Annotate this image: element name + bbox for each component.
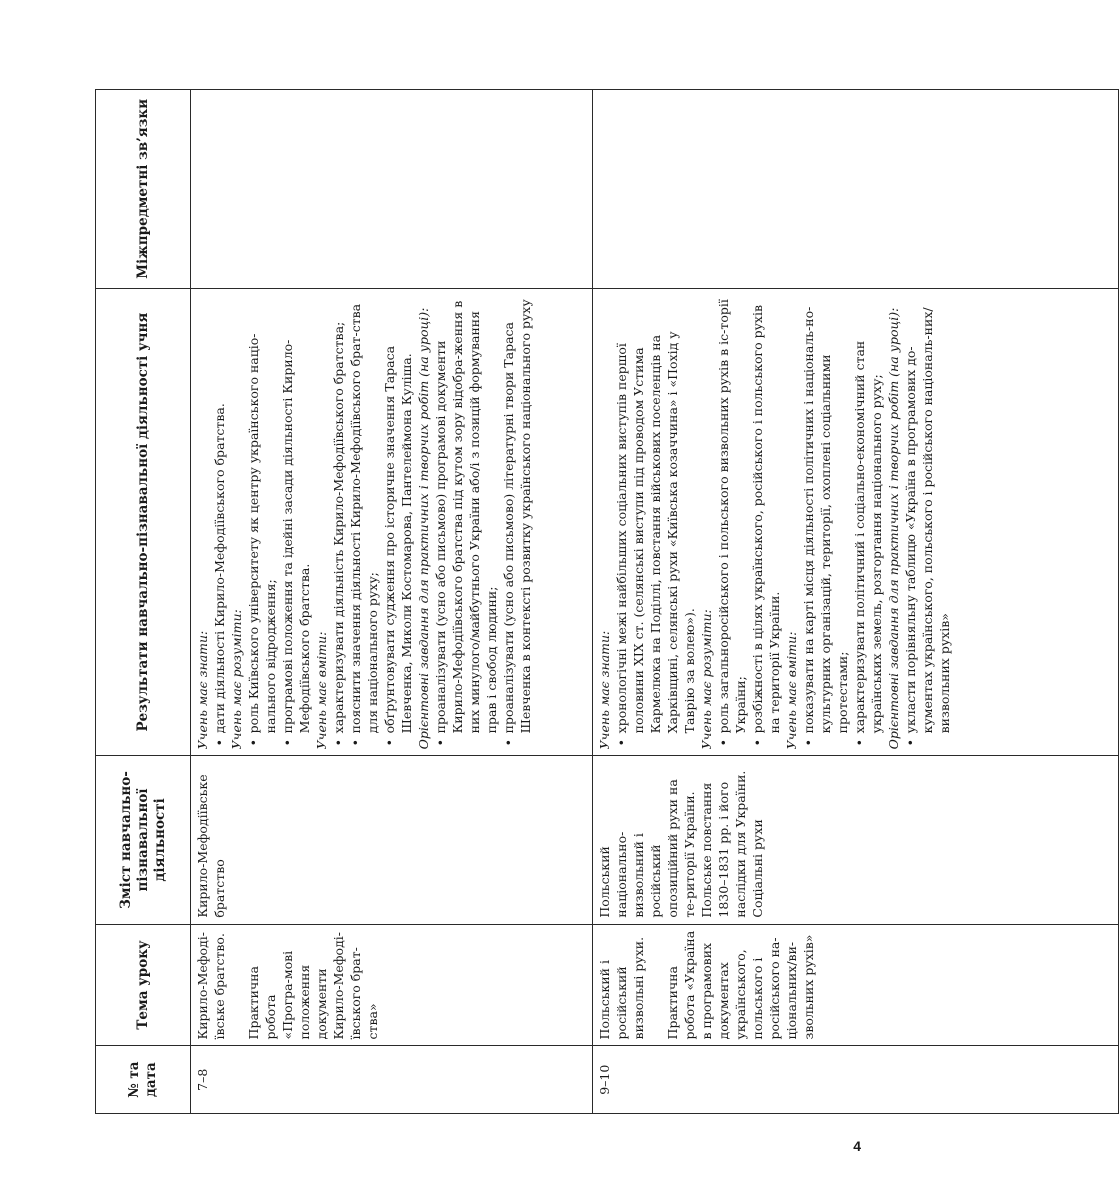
- row-content-text: Польський національно-визвольний і російський опозиційний рухи на те-риторії України. Польське повстання 1830–1831 рр. і його наслідки для України. Соціальні рухи: [597, 770, 765, 918]
- page-number: 4: [853, 1138, 861, 1154]
- row-results: [593, 288, 1119, 756]
- know-list: [211, 295, 228, 750]
- row-num: 9–10: [593, 1046, 1119, 1114]
- list-item: • характеризувати діяльність Кирило-Мефодіївського братства;: [330, 295, 347, 736]
- able-list: [330, 295, 415, 750]
- row-links: [593, 90, 1119, 289]
- able-list: [800, 295, 885, 750]
- know-list: [613, 295, 698, 750]
- list-item: • обґрунтовувати судження про історичне значення Тараса Шевченка, Миколи Костомарова, Пантелеймона Куліша.: [381, 295, 415, 736]
- row-num: 7–8: [191, 1046, 593, 1114]
- row-topic: [593, 924, 1119, 1046]
- row-links: [191, 90, 593, 289]
- list-item: • роль загальноросійського і польського визвольних рухів в іс-торії України;: [715, 295, 749, 736]
- know-heading: Учень має знати:: [597, 630, 612, 750]
- header-row: [96, 90, 191, 1114]
- header-content: Зміст навчально-пізнавальної діяльності: [96, 756, 191, 924]
- tasks-heading: Орієнтовні завдання для практичних і творчих робіт (на уроці):: [416, 307, 431, 750]
- curriculum-table: [95, 89, 1119, 1114]
- tasks-list: [902, 295, 953, 750]
- rotated-table-wrapper: [95, 89, 952, 1114]
- list-item: • програмові положення та ідейні засади діяльності Кирило-Мефодіївського братства.: [279, 295, 313, 736]
- list-item: • характеризувати політичний і соціально-економічний стан українських земель, розгортання національного руху;: [851, 295, 885, 736]
- header-num: № та дата: [96, 1046, 191, 1114]
- list-item: • проаналізувати (усно або письмово) літературні твори Тараса Шевченка в контексті розвитку українського національного руху: [500, 295, 534, 736]
- list-item: • показувати на карті місця діяльності політичних і національ-но-культурних організацій, території, охоплені соціальними протестами;: [800, 295, 851, 736]
- list-item: • роль Київського університету як центру українського націо-нального відродження;: [245, 295, 279, 736]
- row-content-text: Кирило-Мефодіївське братство: [195, 774, 227, 918]
- row-content: [191, 756, 593, 924]
- list-item: • розбіжності в цілях українського, російського і польського рухів на території України.: [749, 295, 783, 736]
- able-heading: Учень має вміти:: [314, 631, 329, 750]
- list-item: • хронологічні межі найбільших соціальних виступів першої половини XIX ст. (селянські виступи під проводом Устима Кармелюка на Поділлі, повстання військових поселенців на Харківщині, селянські рухи «Київська козаччина» і «Похід у Таврію за волею»).: [613, 295, 698, 736]
- understand-list: [245, 295, 313, 750]
- row-content: [593, 756, 1119, 924]
- row-topic-text: Польський і російський визвольні рухи. Практична робота «Україна в програмових документах українського, польського і російського на-ціональних/ви-звольних рухів»: [597, 930, 816, 1040]
- list-item: • укласти порівняльну таблицю «Україна в програмових до-кументах українського, польського і російського національ-них/визвольних рухів»: [902, 295, 953, 736]
- understand-heading: Учень має розуміти:: [699, 609, 714, 750]
- tasks-list: [432, 295, 534, 750]
- row-topic-text: Кирило-Мефоді-ївське братство. Практична робота «Програ-мові положення документи Кирило-Мефоді-ївського брат-ства»: [195, 932, 380, 1040]
- able-heading: Учень має вміти:: [784, 631, 799, 750]
- list-item: • проаналізувати (усно або письмово) програмові документи Кирило-Мефодіївського братства під кутом зору відобра-ження в них минулого/майбутнього України або/і з позицій формування прав і свобод людини;: [432, 295, 500, 736]
- table-row: [191, 90, 593, 1114]
- row-results: [191, 288, 593, 756]
- table-row: [593, 90, 1119, 1114]
- header-links: Міжпредметні зв’язки: [96, 90, 191, 289]
- row-topic: [191, 924, 593, 1046]
- understand-heading: Учень має розуміти:: [229, 609, 244, 750]
- header-results: Результати навчально-пізнавальної діяльності учня: [96, 288, 191, 756]
- know-heading: Учень має знати:: [195, 630, 210, 750]
- list-item: • дати діяльності Кирило-Мефодіївського братства.: [211, 295, 228, 736]
- header-topic: Тема уроку: [96, 924, 191, 1046]
- tasks-heading: Орієнтовні завдання для практичних і творчих робіт (на уроці):: [886, 307, 901, 750]
- understand-list: [715, 295, 783, 750]
- list-item: • пояснити значення діяльності Кирило-Мефодіївського брат-ства для національного руху;: [347, 295, 381, 736]
